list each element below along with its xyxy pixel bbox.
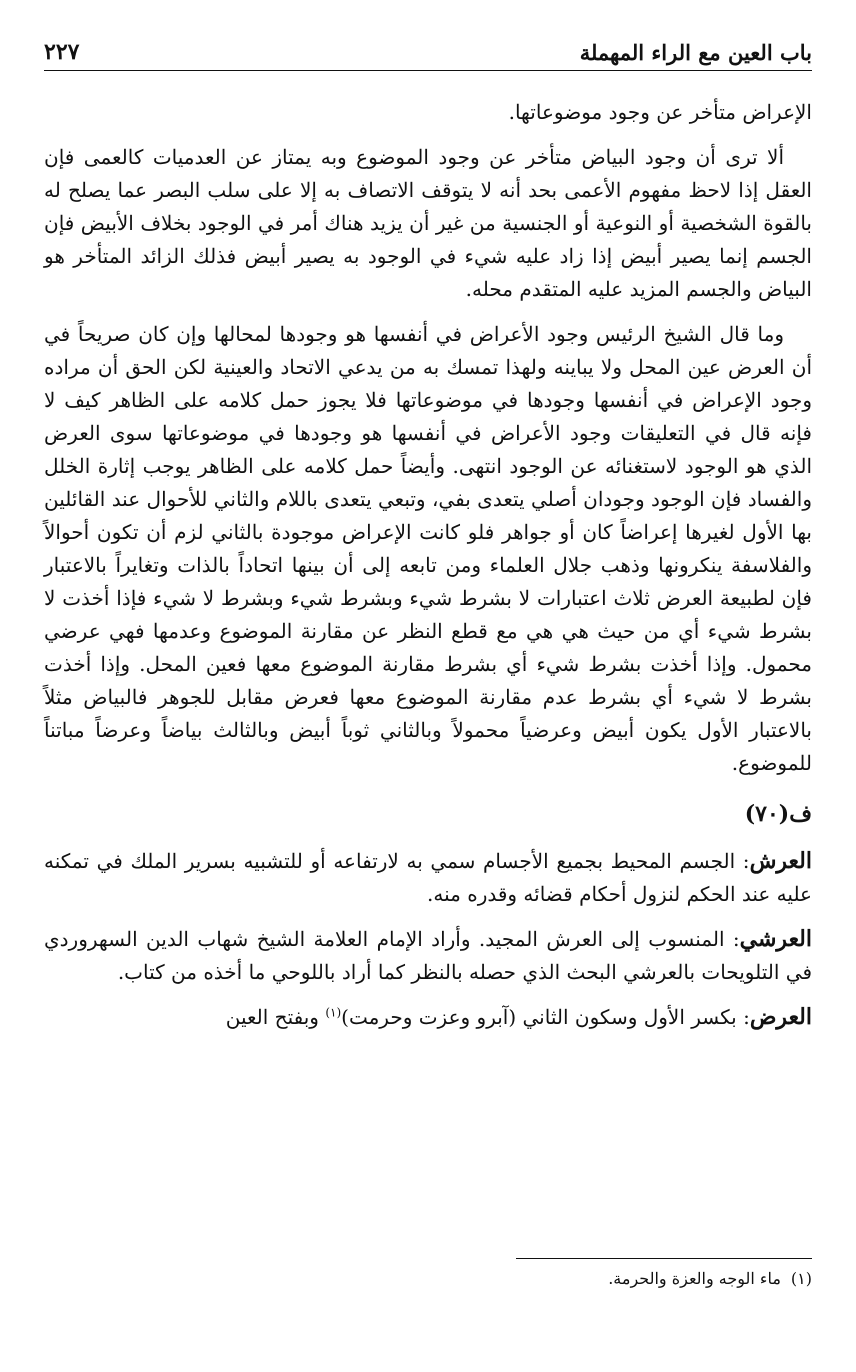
- entry-arshi: [44, 923, 812, 989]
- footnote: [44, 1266, 812, 1292]
- chapter-title: باب العين مع الراء المهملة: [579, 39, 812, 65]
- entry-definition-continued: وبفتح العين: [225, 1005, 326, 1029]
- paragraph-3: وما قال الشيخ الرئيس وجود الأعراض في أنفسها هو وجودها لمحالها وإن كان صريحاً في أن العرض عين المحل ولا يباينه ولهذا تمسك به من يدعي الاتحاد والعينية لكن الحق أن مراده وجود الإعراض في أنفسها وجودها في موضوعاتها فلا يجوز حمل كلامه على الظاهر كيف لا فإنه قال في التعليقات وجود الأعراض في أنفسها هو وجودها في موضوعاتها سوى العرض الذي هو الوجود لاستغنائه عن الوجود انتهى. وأيضاً حمل كلامه على الظاهر يوجب إثارة الخلل والفساد فإن الوجود وجودان أصلي يتعدى بفي، وتبعي يتعدى باللام والثاني للأحوال عند القائلين بها الأول لغيرها إعراضاً كان أو جواهر فلو كانت الإعراض موجودة بالثاني لزم أن تكون أحوالاً والفلاسفة ينكرونها وذهب جلال العلماء ومن تابعه إلى أن بينها اتحاداً بالذات وتغايراً بالاعتبار فإن لطبيعة العرض ثلاث اعتبارات لا بشرط شيء وبشرط شيء وبشرط لا شيء فإذا أخذت لا بشرط شيء أي من حيث هي هي مع قطع النظر عن مقارنة الموضوع وعدمها فهي عرضي محمول. وإذا أخذت بشرط شيء أي بشرط مقارنة الموضوع معها فعين المحل. وإذا أخذت بشرط لا شيء أي بشرط عدم مقارنة الموضوع معها فعرض مقابل للجوهر فالبياض مثلاً بالاعتبار الأول يكون أبيض وعرضياً محمولاً وبالثاني ثوباً أبيض وبالثالث بياضاً وعرضاً مباتناً للموضوع.: [44, 322, 812, 775]
- entry-term: العرشي: [739, 926, 812, 952]
- page-number: ٢٢٧: [44, 39, 80, 65]
- running-header: [44, 34, 812, 71]
- entry-definition: : المنسوب إلى العرش المجيد. وأراد الإمام العلامة الشيخ شهاب الدين السهروردي في التلويحات بالعرشي البحث الذي حصله بالنظر كما أراد باللوحي ما أخذه من كتاب.: [44, 927, 812, 984]
- main-text: [44, 96, 812, 1046]
- paragraph-1: الإعراض متأخر عن وجود موضوعاتها.: [508, 100, 812, 124]
- footnote-divider: [516, 1258, 812, 1259]
- entry-definition: : الجسم المحيط بجميع الأجسام سمي به لارتفاعه أو للتشبيه بسرير الملك في تمكنه عليه عند الحكم لنزول أحكام قضائه وقدره منه.: [44, 849, 812, 906]
- entry-term: العرش: [749, 848, 812, 874]
- footnote-reference: (١): [325, 1005, 342, 1020]
- section-heading: ف(٧٠): [744, 801, 812, 827]
- footnote-number: (١): [790, 1269, 812, 1288]
- entry-arsh: [44, 845, 812, 911]
- entry-definition: : بكسر الأول وسكون الثاني (آبرو وعزت وحرمت): [341, 1005, 750, 1029]
- footnote-text: ماء الوجه والعزة والحرمة.: [608, 1269, 781, 1288]
- entry-ird: [44, 1001, 812, 1034]
- paragraph-2: ألا ترى أن وجود البياض متأخر عن وجود الموضوع وبه يمتاز عن العدميات كالعمى فإن العقل إذا لاحظ مفهوم الأعمى بحد أنه لا يتوقف الاتصاف به إلا على سلب البصر عما يصلح له بالقوة الشخصية أو النوعية أو الجنسية من غير أن يزيد هناك أمر في الوجود بخلاف الأبيض فإن الجسم إنما يصير أبيض إذا زاد عليه شيء في الوجود به يصير أبيض فذلك الزائد المتأخر هو البياض والجسم المزيد عليه المتقدم محله.: [44, 145, 812, 301]
- entry-term: العرض: [749, 1004, 812, 1030]
